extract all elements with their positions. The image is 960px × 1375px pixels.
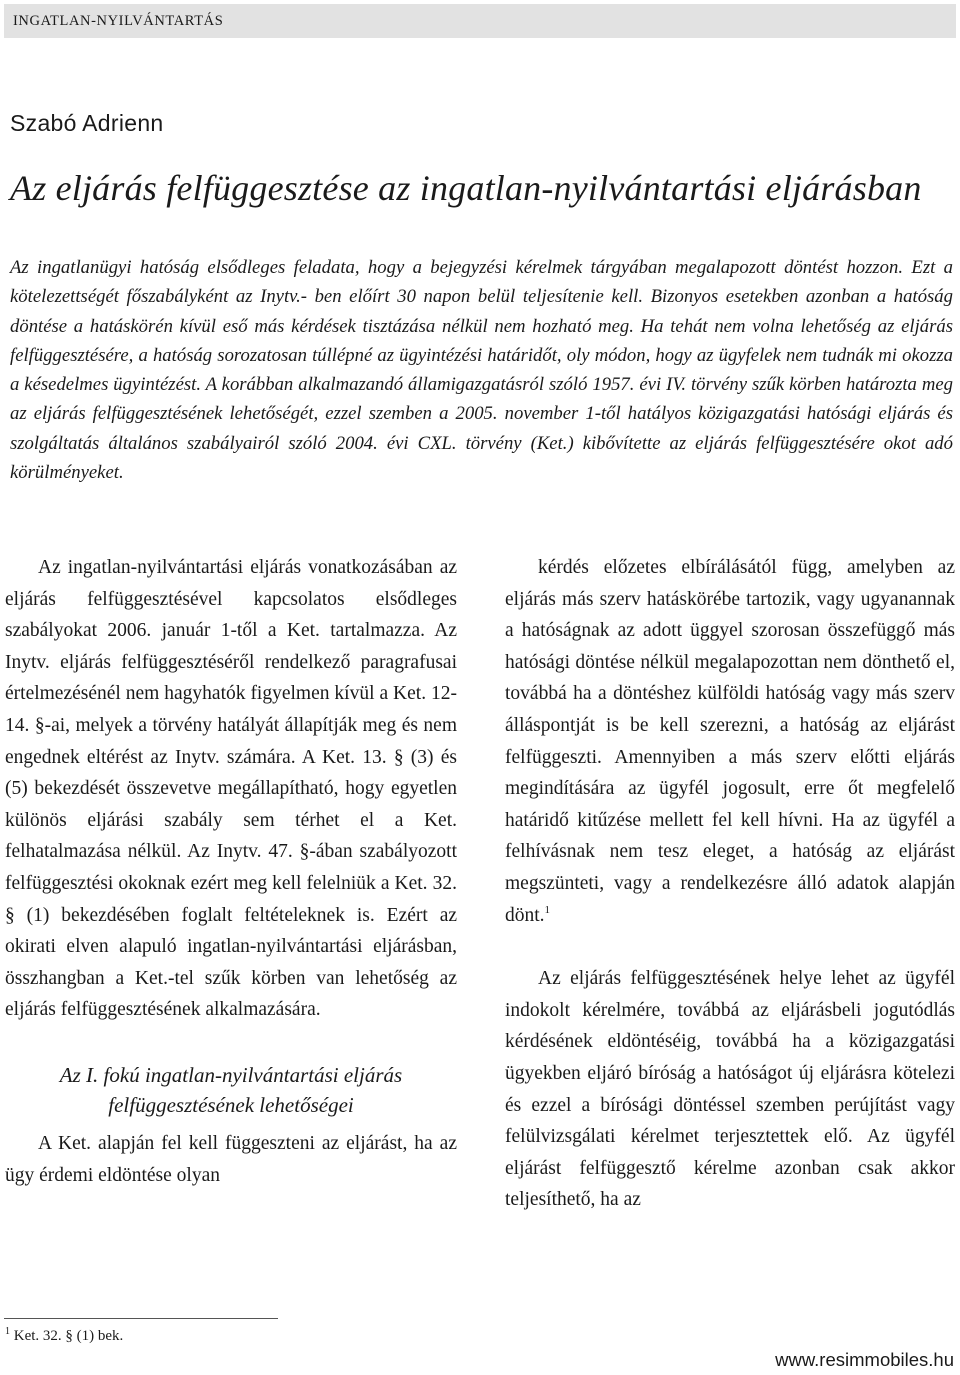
right-paragraph-text: kérdés előzetes elbírálásától függ, amelyben az eljárás más szerv hatáskörébe tartozik, vagy ugyanannak a hatóságnak az adott üggyel szorosan összefüggő más hatósági döntése nélkül megalapozottan nem dönthető el, továbbá ha a döntéshez külföldi hatóság vagy más szerv álláspontját is be kell szerezni, a hatóság az eljárást felfüggeszti. Amennyiben a más szerv előtti eljárás megindítására az ügyfél jogosult, erre őt megfelelő határidő kitűzése mellett fel kell hívni. Ha az ügyfél a felhívásnak nem tesz eleget, a hatóság az eljárást megszünteti, vagy a rendelkezésre álló adatok alapján dönt. xyxy=(505,557,955,926)
footnote xyxy=(5,1326,123,1346)
right-paragraph xyxy=(505,552,955,931)
left-column xyxy=(5,552,457,1191)
footnote-reference: 1 xyxy=(544,903,551,916)
footnote-number: 1 xyxy=(5,1326,10,1337)
right-column xyxy=(505,552,955,1216)
left-paragraph: Az ingatlan-nyilvántartási eljárás vonatkozásában az eljárás felfüggesztésével kapcsolatos elsődleges szabályokat 2006. január 1-től a Ket. tartalmazza. Az Inytv. eljárás felfüggesztéséről rendelkező paragrafusai értelmezésénél nem hagyhatók figyelmen kívül a Ket. 12-14. §-ai, melyek a törvény hatályát állapítják meg és nem engednek eltérést az Inytv. számára. A Ket. 13. § (3) és (5) bekezdését összevetve megállapítható, hogy egyetlen különös eljárási szabály sem térhet el a Ket. felhatalmazása nélkül. Az Inytv. 47. §-ában szabályozott felfüggesztési okoknak ezért meg kell felelniük a Ket. 32. § (1) bekezdésében foglalt feltételeknek is. Ezért az okirati elven alapuló ingatlan-nyilvántartási eljárásban, összhangban a Ket.-tel szűk körben van lehetőség az eljárás felfüggesztésének alkalmazására. xyxy=(5,557,457,1021)
footnote-text: Ket. 32. § (1) bek. xyxy=(13,1328,124,1344)
section-label: INGATLAN-NYILVÁNTARTÁS xyxy=(13,13,224,29)
section-subheading: Az I. fokú ingatlan-nyilvántartási eljárás felfüggesztésének lehetőségei xyxy=(59,1062,403,1117)
article-abstract: Az ingatlanügyi hatóság elsődleges feladata, hogy a bejegyzési kérelmek tárgyában megalapozott döntést hozzon. Ezt a kötelezettségét főszabályként az Inytv.- ben előírt 30 napon belül teljesítenie kell. Bizonyos esetekben azonban a hatóság döntése a hatáskörén kívül eső más kérdések tisztázása nélkül nem hozható meg. Ha tehát nem volna lehetőség az eljárás felfüggesztésére, a hatóság sorozatosan túllépné az ügyintézési határidőt, oly módon, hogy az ügyfelek nem tudnák mi okozza a késedelmes ügyintézést. A korábban alkalmazandó államigazgatásról szóló 1957. évi IV. törvény szűk körben határozta meg az eljárás felfüggesztésének lehetőségét, ezzel szemben a 2005. november 1-től hatályos közigazgatási hatósági eljárás és szolgáltatás általános szabályairól szóló 2004. évi CXL. törvény (Ket.) kibővítette az eljárás felfüggesztésére okot adó körülményeket. xyxy=(10,257,953,484)
footnote-divider xyxy=(4,1318,278,1319)
section-header-band xyxy=(4,4,956,38)
author-name: Szabó Adrienn xyxy=(10,110,164,136)
footer-url: www.resimmobiles.hu xyxy=(775,1349,954,1370)
article-title: Az eljárás felfüggesztése az ingatlan-nyilvántartási eljárásban xyxy=(10,168,922,208)
right-paragraph: Az eljárás felfüggesztésének helye lehet az ügyfél indokolt kérelmére, továbbá az eljárásbeli jogutódlás kérdésének eldöntéséig, továbbá ha a közigazgatási ügyekben eljáró bíróság a hatóságot új eljárásra kötelezi és ezzel a bírósági döntéssel szemben perújítást vagy felülvizsgálati kérelmet terjesztettek elő. Az ügyfél eljárást felfüggesztő kérelme azonban csak akkor teljesíthető, ha az xyxy=(505,968,955,1211)
left-paragraph: A Ket. alapján fel kell függeszteni az eljárást, ha az ügy érdemi eldöntése olyan xyxy=(5,1132,457,1186)
